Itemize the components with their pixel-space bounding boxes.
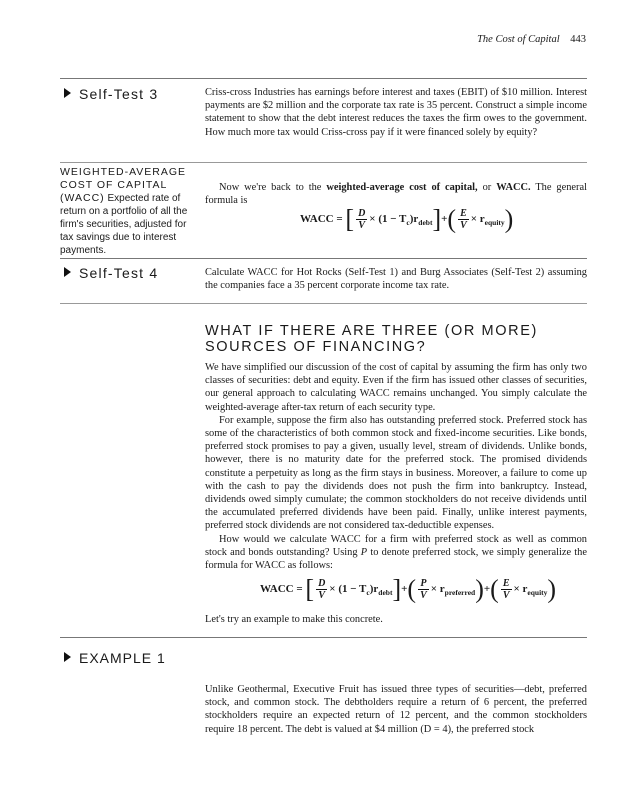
triangle-bullet-icon — [64, 267, 71, 277]
fraction-e-over-v: $\frac{E}{V}$ — [460, 208, 467, 231]
paragraph: We have simplified our discussion of the cost of capital by assuming the firm has only two classes of securities: debt and equity. Even if the firm has issued other classes of securities, our general approach to calculating WACC remains unchanged. You simply calculate the weighted-average after-tax return of each security type. — [205, 362, 587, 413]
example-intro: Let's try an example to make this concrete. — [205, 614, 383, 625]
fraction-p-over-v: $\frac{P}{V}$ — [420, 578, 427, 601]
wacc-formula: WACC = [ $\frac{D}{V}$ × $(1 - T_c)r_{debt}]+$( $\frac{E}{V}$ × $r_{equity}$) — [300, 204, 514, 234]
self-test-4-label: Self-Test 4 — [64, 265, 158, 281]
fraction-e-over-v: $\frac{E}{V}$ — [502, 578, 510, 601]
fraction-d-over-v: $\frac{D}{V}$ — [318, 578, 326, 601]
example-1-text: Unlike Geothermal, Executive Fruit has issued three types of securities—debt, preferred stock, and common stock. The debtholders require a return of 6 percent, the preferred stockholders require an expected return of 12 percent, and the common stockholders require 18 percent. The debt is valued at $4 million (D = 4), the preferred stock — [205, 684, 587, 735]
triangle-bullet-icon — [64, 88, 71, 98]
self-test-3-label: Self-Test 3 — [64, 86, 158, 102]
self-test-3-text: Criss-cross Industries has earnings before interest and taxes (EBIT) of $10 million. Interest payments are $2 million and the corporate tax rate is 35 percent. Construct a simple income statement to show that the debt interest reduces the taxes the firm owes to the government. How much more tax would Criss-cross pay if it were financed solely by equity? — [205, 87, 587, 138]
section-heading: WHAT IF THERE ARE THREE (OR MORE) SOURCES OF FINANCING? — [205, 323, 538, 355]
paragraph: How would we calculate WACC for a firm with preferred stock as well as common stock and bonds outstanding? Using P to denote preferred stock, we simply generalize the formula for WACC as follows: — [205, 533, 587, 572]
divider — [60, 78, 587, 79]
divider — [60, 303, 587, 304]
running-title: The Cost of Capital — [477, 34, 560, 45]
divider — [60, 637, 587, 638]
wacc-definition: Expected rate of return on a portfolio of all the firm's securities, adjusted for tax savings due to interest payments. — [60, 193, 188, 256]
wacc-term: WEIGHTED-AVERAGE COST OF CAPITAL (WACC) — [60, 166, 187, 204]
section-body — [205, 361, 587, 572]
page-number: 443 — [570, 34, 586, 45]
divider — [60, 258, 587, 259]
running-header — [477, 34, 586, 45]
example-1-label: EXAMPLE 1 — [64, 650, 166, 666]
wacc-intro: Now we're back to the weighted-average cost of capital, or WACC. The general formula is — [205, 182, 587, 207]
triangle-bullet-icon — [64, 652, 71, 662]
wacc-formula-preferred: WACC = [ $\frac{D}{V}$ × $(1 - T_c)r_{debt}]+$( $\frac{P}{V}$ × $r_{preferred})+$( $\frac{E}{V}$ × $r_{equity}$) — [260, 574, 557, 604]
divider — [60, 162, 587, 163]
wacc-definition-sidebar — [60, 166, 190, 257]
fraction-d-over-v: $\frac{D}{V}$ — [358, 208, 366, 231]
self-test-4-text: Calculate WACC for Hot Rocks (Self-Test 1) and Burg Associates (Self-Test 2) assuming the companies face a 35 percent corporate income tax rate. — [205, 267, 587, 292]
paragraph: For example, suppose the firm also has outstanding preferred stock. Preferred stock has some of the characteristics of both common stock and fixed-income securities. Like bonds, preferred stock promises to pay a given, usually level, stream of dividends. Unlike bonds, however, there is no maturity date for the preferred stock. The promised dividends constitute a perpetuity as long as the firm stays in business. Moreover, a failure to come up with the cash to pay the dividends does not push the firm into bankruptcy. Instead, dividends owed simply cumulate; the common stockholders do not receive dividends until the accumulated preferred dividends have been paid. Finally, unlike interest payments, preferred stock dividends are not considered tax-deductible expenses. — [205, 414, 587, 532]
